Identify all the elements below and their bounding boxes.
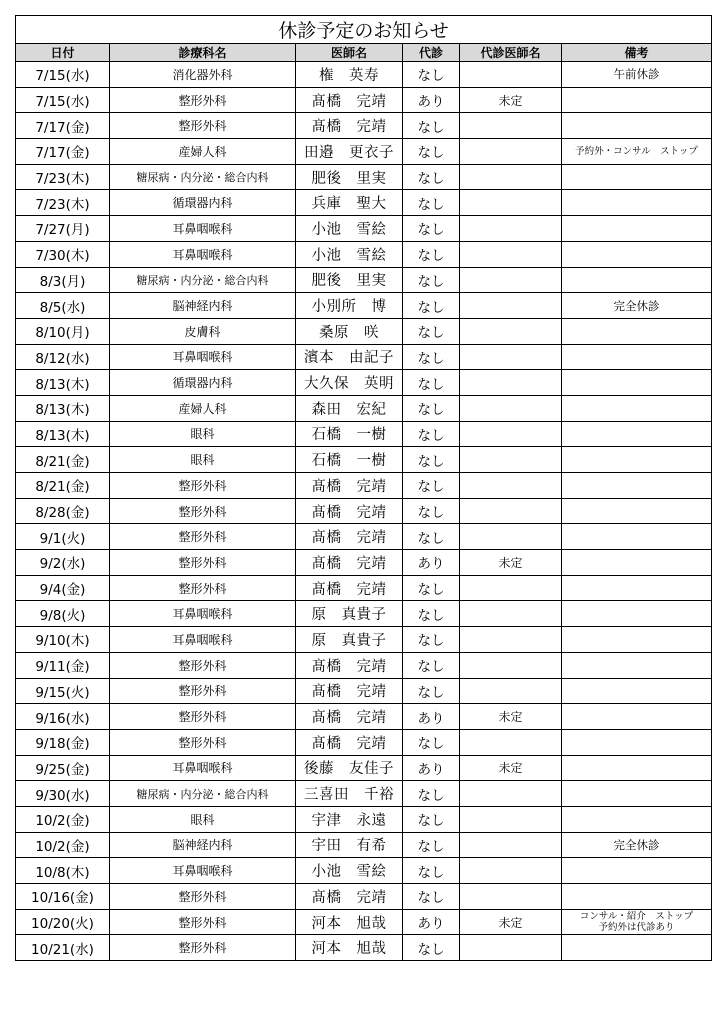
department-cell: 整形外科 (110, 678, 296, 704)
department-cell: 糖尿病・内分泌・総合内科 (110, 267, 296, 293)
table-row (16, 884, 712, 910)
substitute-doctor-cell (460, 473, 562, 499)
department-cell: 耳鼻咽喉科 (110, 627, 296, 653)
date-cell: 9/10(木) (16, 627, 110, 653)
note-cell (562, 627, 712, 653)
substitute-cell: なし (403, 62, 460, 88)
substitute-cell: なし (403, 832, 460, 858)
substitute-doctor-cell (460, 216, 562, 242)
substitute-doctor-cell (460, 524, 562, 550)
doctor-cell: 原 真貴子 (296, 627, 403, 653)
table-row (16, 781, 712, 807)
doctor-cell: 大久保 英明 (296, 370, 403, 396)
date-cell: 9/30(水) (16, 781, 110, 807)
substitute-doctor-cell: 未定 (460, 755, 562, 781)
doctor-cell: 髙橋 完靖 (296, 575, 403, 601)
table-row (16, 164, 712, 190)
doctor-cell: 後藤 友佳子 (296, 755, 403, 781)
table-row (16, 575, 712, 601)
note-cell: 予約外・コンサル ストップ (562, 139, 712, 165)
date-cell: 7/15(水) (16, 62, 110, 88)
department-cell: 眼科 (110, 447, 296, 473)
substitute-cell: なし (403, 344, 460, 370)
substitute-cell: なし (403, 139, 460, 165)
substitute-doctor-cell (460, 601, 562, 627)
table-row (16, 447, 712, 473)
note-cell (562, 87, 712, 113)
substitute-doctor-cell (460, 832, 562, 858)
department-cell: 整形外科 (110, 550, 296, 576)
title-row (16, 16, 712, 44)
substitute-cell: なし (403, 601, 460, 627)
substitute-doctor-cell (460, 627, 562, 653)
doctor-cell: 肥後 里実 (296, 267, 403, 293)
doctor-cell: 河本 旭哉 (296, 909, 403, 935)
substitute-cell: なし (403, 293, 460, 319)
substitute-cell: なし (403, 164, 460, 190)
note-cell (562, 164, 712, 190)
note-cell (562, 267, 712, 293)
department-cell: 糖尿病・内分泌・総合内科 (110, 781, 296, 807)
date-cell: 7/17(金) (16, 113, 110, 139)
substitute-cell: なし (403, 318, 460, 344)
note-cell (562, 755, 712, 781)
department-cell: 整形外科 (110, 524, 296, 550)
doctor-cell: 髙橋 完靖 (296, 704, 403, 730)
substitute-doctor-cell (460, 293, 562, 319)
doctor-cell: 髙橋 完靖 (296, 87, 403, 113)
date-cell: 9/4(金) (16, 575, 110, 601)
note-cell (562, 524, 712, 550)
date-cell: 10/2(金) (16, 806, 110, 832)
note-cell (562, 216, 712, 242)
department-cell: 糖尿病・内分泌・総合内科 (110, 164, 296, 190)
date-cell: 8/12(水) (16, 344, 110, 370)
doctor-cell: 小池 雪絵 (296, 858, 403, 884)
date-cell: 8/13(木) (16, 421, 110, 447)
doctor-cell: 小池 雪絵 (296, 216, 403, 242)
table-row (16, 344, 712, 370)
substitute-cell: あり (403, 550, 460, 576)
substitute-cell: なし (403, 806, 460, 832)
department-cell: 循環器内科 (110, 370, 296, 396)
department-cell: 循環器内科 (110, 190, 296, 216)
substitute-doctor-cell (460, 652, 562, 678)
department-cell: 整形外科 (110, 113, 296, 139)
table-body (16, 62, 712, 961)
note-cell: 完全休診 (562, 293, 712, 319)
department-cell: 整形外科 (110, 729, 296, 755)
header-substitute-doctor: 代診医師名 (460, 44, 562, 62)
note-cell (562, 935, 712, 961)
note-cell (562, 473, 712, 499)
substitute-cell: なし (403, 395, 460, 421)
table-row (16, 87, 712, 113)
note-cell (562, 190, 712, 216)
substitute-cell: なし (403, 858, 460, 884)
department-cell: 整形外科 (110, 884, 296, 910)
date-cell: 8/13(木) (16, 395, 110, 421)
table-row (16, 62, 712, 88)
doctor-cell: 河本 旭哉 (296, 935, 403, 961)
substitute-cell: なし (403, 729, 460, 755)
table-row (16, 216, 712, 242)
header-date: 日付 (16, 44, 110, 62)
date-cell: 8/13(木) (16, 370, 110, 396)
table-row (16, 318, 712, 344)
department-cell: 消化器外科 (110, 62, 296, 88)
substitute-doctor-cell (460, 190, 562, 216)
date-cell: 9/11(金) (16, 652, 110, 678)
substitute-doctor-cell (460, 575, 562, 601)
date-cell: 10/16(金) (16, 884, 110, 910)
table-row (16, 832, 712, 858)
date-cell: 7/30(木) (16, 241, 110, 267)
note-cell (562, 447, 712, 473)
table-row (16, 241, 712, 267)
department-cell: 産婦人科 (110, 139, 296, 165)
doctor-cell: 肥後 里実 (296, 164, 403, 190)
date-cell: 8/10(月) (16, 318, 110, 344)
table-row (16, 601, 712, 627)
doctor-cell: 髙橋 完靖 (296, 678, 403, 704)
note-cell (562, 421, 712, 447)
substitute-cell: なし (403, 113, 460, 139)
date-cell: 8/21(金) (16, 447, 110, 473)
note-cell (562, 113, 712, 139)
substitute-cell: なし (403, 935, 460, 961)
substitute-doctor-cell: 未定 (460, 909, 562, 935)
substitute-doctor-cell (460, 729, 562, 755)
substitute-cell: なし (403, 781, 460, 807)
substitute-doctor-cell (460, 806, 562, 832)
substitute-cell: あり (403, 755, 460, 781)
date-cell: 7/17(金) (16, 139, 110, 165)
date-cell: 9/15(火) (16, 678, 110, 704)
substitute-doctor-cell (460, 139, 562, 165)
substitute-doctor-cell (460, 241, 562, 267)
department-cell: 整形外科 (110, 498, 296, 524)
header-notes: 備考 (562, 44, 712, 62)
substitute-doctor-cell: 未定 (460, 87, 562, 113)
department-cell: 整形外科 (110, 473, 296, 499)
substitute-cell: あり (403, 909, 460, 935)
substitute-doctor-cell (460, 935, 562, 961)
doctor-cell: 三喜田 千裕 (296, 781, 403, 807)
table-row (16, 729, 712, 755)
department-cell: 整形外科 (110, 652, 296, 678)
header-doctor: 医師名 (296, 44, 403, 62)
department-cell: 耳鼻咽喉科 (110, 601, 296, 627)
department-cell: 眼科 (110, 806, 296, 832)
header-substitute: 代診 (403, 44, 460, 62)
date-cell: 7/23(木) (16, 190, 110, 216)
substitute-cell: なし (403, 447, 460, 473)
date-cell: 8/21(金) (16, 473, 110, 499)
note-cell (562, 806, 712, 832)
date-cell: 8/28(金) (16, 498, 110, 524)
date-cell: 9/25(金) (16, 755, 110, 781)
substitute-cell: なし (403, 575, 460, 601)
substitute-doctor-cell: 未定 (460, 550, 562, 576)
substitute-doctor-cell (460, 421, 562, 447)
substitute-doctor-cell (460, 395, 562, 421)
substitute-cell: なし (403, 627, 460, 653)
doctor-cell: 濱本 由記子 (296, 344, 403, 370)
note-cell (562, 858, 712, 884)
note-cell (562, 652, 712, 678)
table-row (16, 627, 712, 653)
note-cell (562, 781, 712, 807)
date-cell: 10/20(火) (16, 909, 110, 935)
note-cell (562, 395, 712, 421)
note-cell: 完全休診 (562, 832, 712, 858)
department-cell: 耳鼻咽喉科 (110, 216, 296, 242)
doctor-cell: 髙橋 完靖 (296, 550, 403, 576)
substitute-doctor-cell (460, 113, 562, 139)
substitute-cell: なし (403, 216, 460, 242)
substitute-cell: あり (403, 87, 460, 113)
schedule-sheet (15, 15, 711, 961)
table-row (16, 498, 712, 524)
doctor-cell: 石橋 一樹 (296, 421, 403, 447)
substitute-cell: なし (403, 473, 460, 499)
substitute-doctor-cell (460, 344, 562, 370)
substitute-cell: なし (403, 678, 460, 704)
note-cell (562, 678, 712, 704)
doctor-cell: 兵庫 聖大 (296, 190, 403, 216)
note-cell (562, 575, 712, 601)
doctor-cell: 小池 雪絵 (296, 241, 403, 267)
note-cell (562, 550, 712, 576)
substitute-doctor-cell (460, 318, 562, 344)
department-cell: 産婦人科 (110, 395, 296, 421)
table-row (16, 190, 712, 216)
doctor-cell: 宇津 永遠 (296, 806, 403, 832)
note-cell (562, 884, 712, 910)
date-cell: 8/3(月) (16, 267, 110, 293)
note-cell (562, 704, 712, 730)
date-cell: 10/21(水) (16, 935, 110, 961)
table-row (16, 652, 712, 678)
table-row (16, 395, 712, 421)
note-cell (562, 729, 712, 755)
date-cell: 10/2(金) (16, 832, 110, 858)
substitute-cell: なし (403, 524, 460, 550)
doctor-cell: 髙橋 完靖 (296, 729, 403, 755)
date-cell: 9/18(金) (16, 729, 110, 755)
substitute-doctor-cell (460, 267, 562, 293)
department-cell: 整形外科 (110, 909, 296, 935)
department-cell: 脳神経内科 (110, 832, 296, 858)
doctor-cell: 森田 宏紀 (296, 395, 403, 421)
substitute-doctor-cell (460, 164, 562, 190)
doctor-cell: 宇田 有希 (296, 832, 403, 858)
table-row (16, 473, 712, 499)
table-row (16, 293, 712, 319)
substitute-cell: なし (403, 190, 460, 216)
table-row (16, 113, 712, 139)
department-cell: 耳鼻咽喉科 (110, 344, 296, 370)
note-cell: コンサル・紹介 ストップ 予約外は代診あり (562, 909, 712, 935)
note-cell (562, 344, 712, 370)
department-cell: 整形外科 (110, 575, 296, 601)
note-cell: 午前休診 (562, 62, 712, 88)
table-row (16, 550, 712, 576)
substitute-cell: なし (403, 652, 460, 678)
substitute-cell: あり (403, 704, 460, 730)
substitute-doctor-cell: 未定 (460, 704, 562, 730)
substitute-cell: なし (403, 884, 460, 910)
doctor-cell: 権 英寿 (296, 62, 403, 88)
table-row (16, 704, 712, 730)
date-cell: 7/27(月) (16, 216, 110, 242)
department-cell: 耳鼻咽喉科 (110, 241, 296, 267)
department-cell: 耳鼻咽喉科 (110, 858, 296, 884)
doctor-cell: 髙橋 完靖 (296, 524, 403, 550)
doctor-cell: 髙橋 完靖 (296, 884, 403, 910)
date-cell: 9/16(水) (16, 704, 110, 730)
header-department: 診療科名 (110, 44, 296, 62)
substitute-doctor-cell (460, 447, 562, 473)
doctor-cell: 桑原 咲 (296, 318, 403, 344)
substitute-cell: なし (403, 370, 460, 396)
closure-schedule-table (15, 15, 712, 961)
department-cell: 脳神経内科 (110, 293, 296, 319)
substitute-cell: なし (403, 498, 460, 524)
date-cell: 9/1(火) (16, 524, 110, 550)
department-cell: 眼科 (110, 421, 296, 447)
date-cell: 9/2(水) (16, 550, 110, 576)
note-cell (562, 370, 712, 396)
substitute-cell: なし (403, 241, 460, 267)
table-row (16, 935, 712, 961)
date-cell: 7/23(木) (16, 164, 110, 190)
substitute-doctor-cell (460, 62, 562, 88)
table-row (16, 139, 712, 165)
note-cell (562, 601, 712, 627)
department-cell: 整形外科 (110, 704, 296, 730)
substitute-doctor-cell (460, 678, 562, 704)
table-row (16, 909, 712, 935)
table-row (16, 421, 712, 447)
date-cell: 7/15(水) (16, 87, 110, 113)
page-title: 休診予定のお知らせ (16, 16, 712, 44)
doctor-cell: 石橋 一樹 (296, 447, 403, 473)
substitute-cell: なし (403, 421, 460, 447)
date-cell: 9/8(火) (16, 601, 110, 627)
doctor-cell: 小別所 博 (296, 293, 403, 319)
substitute-doctor-cell (460, 858, 562, 884)
header-row (16, 44, 712, 62)
table-row (16, 678, 712, 704)
table-row (16, 267, 712, 293)
department-cell: 耳鼻咽喉科 (110, 755, 296, 781)
note-cell (562, 241, 712, 267)
substitute-doctor-cell (460, 498, 562, 524)
substitute-doctor-cell (460, 884, 562, 910)
table-row (16, 524, 712, 550)
doctor-cell: 田邉 更衣子 (296, 139, 403, 165)
substitute-doctor-cell (460, 370, 562, 396)
table-row (16, 370, 712, 396)
department-cell: 整形外科 (110, 87, 296, 113)
substitute-cell: なし (403, 267, 460, 293)
table-row (16, 755, 712, 781)
substitute-doctor-cell (460, 781, 562, 807)
department-cell: 皮膚科 (110, 318, 296, 344)
note-cell (562, 318, 712, 344)
date-cell: 8/5(水) (16, 293, 110, 319)
table-row (16, 858, 712, 884)
doctor-cell: 髙橋 完靖 (296, 113, 403, 139)
doctor-cell: 髙橋 完靖 (296, 498, 403, 524)
note-cell (562, 498, 712, 524)
doctor-cell: 原 真貴子 (296, 601, 403, 627)
doctor-cell: 髙橋 完靖 (296, 652, 403, 678)
doctor-cell: 髙橋 完靖 (296, 473, 403, 499)
table-row (16, 806, 712, 832)
date-cell: 10/8(木) (16, 858, 110, 884)
department-cell: 整形外科 (110, 935, 296, 961)
